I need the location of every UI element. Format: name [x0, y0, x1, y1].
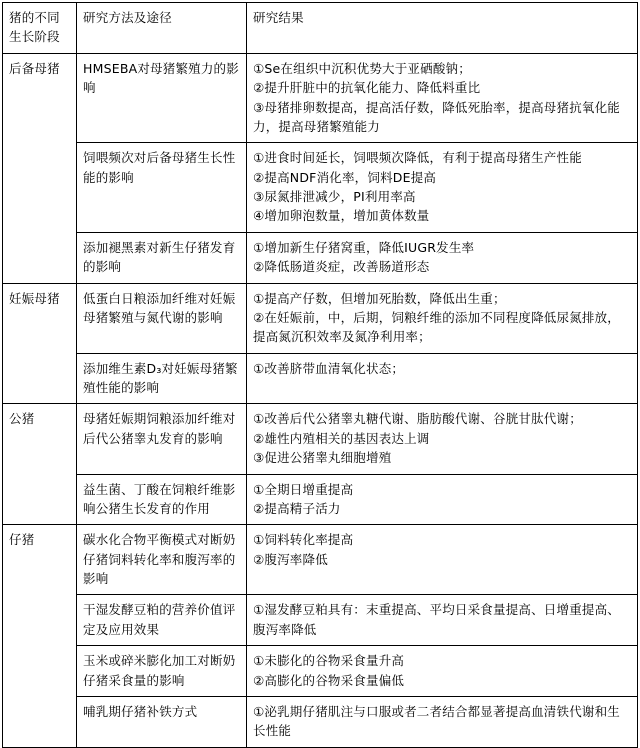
table-row: [3, 143, 638, 233]
stage-cell: 妊娠母猪: [3, 283, 77, 404]
result-cell: [247, 283, 638, 353]
research-summary-table: [2, 2, 638, 748]
result-cell: [247, 525, 638, 595]
column-header-stage: 猪的不同生长阶段: [3, 3, 77, 54]
result-cell: [247, 404, 638, 474]
table-row: [3, 353, 638, 404]
result-line: ②在妊娠前，中，后期，饲粮纤维的添加不同程度降低尿氮排放，提高氮沉积效率及氮净利用率；: [253, 309, 621, 345]
stage-cell: 仔猪: [3, 525, 77, 747]
table-row: [3, 53, 638, 143]
result-line: ①饲料转化率提高: [253, 532, 354, 548]
result-cell: [247, 353, 638, 404]
method-cell: 益生菌、丁酸在饲粮纤维影响公猪生长发育的作用: [77, 474, 247, 525]
result-line: ①进食时间延长，饲喂频次降低，有利于提高母猪生产性能: [253, 150, 582, 166]
table-row: [3, 232, 638, 283]
result-line: ①全期日增重提高: [253, 481, 354, 497]
result-line: ②提高NDF消化率，饲料DE提高: [253, 169, 437, 185]
table-row: [3, 404, 638, 474]
method-cell: HMSEBA对母猪繁殖力的影响: [77, 53, 247, 143]
result-line: ③母猪排卵数提高，提高活仔数，降低死胎率，提高母猪抗氧化能力，提高母猪繁殖能力: [253, 99, 621, 134]
result-line: ②雄性内殖相关的基因表达上调: [253, 430, 430, 446]
result-line: ①湿发酵豆粕具有：末重提高、平均日采食量提高、日增重提高、腹泻率降低: [253, 602, 621, 637]
method-cell: 添加褪黑素对新生仔猪发育的影响: [77, 232, 247, 283]
result-line: ①Se在组织中沉积优势大于亚硒酸钠；: [253, 60, 471, 76]
table-row: [3, 696, 638, 747]
table-row: [3, 283, 638, 353]
result-line: ②高膨化的谷物采食量偏低: [253, 672, 405, 688]
method-cell: 饲喂频次对后备母猪生长性能的影响: [77, 143, 247, 233]
table-row: [3, 525, 638, 595]
table-row: [3, 646, 638, 697]
result-line: ①改善脐带血清氧化状态；: [253, 360, 405, 376]
table-row: [3, 595, 638, 646]
result-line: ①提高产仔数，但增加死胎数，降低出生重；: [253, 290, 506, 306]
result-line: ②提升肝脏中的抗氧化能力、降低料重比: [253, 80, 481, 96]
method-cell: 玉米或碎米膨化加工对断奶仔猪采食量的影响: [77, 646, 247, 697]
table-row: [3, 474, 638, 525]
method-cell: 碳水化合物平衡模式对断奶仔猪饲料转化率和腹泻率的影响: [77, 525, 247, 595]
result-line: ②腹泻率降低: [253, 551, 328, 567]
result-cell: [247, 232, 638, 283]
result-cell: [247, 595, 638, 646]
result-line: ③促进公猪睾丸细胞增殖: [253, 450, 392, 466]
result-cell: [247, 53, 638, 143]
method-cell: 干湿发酵豆粕的营养价值评定及应用效果: [77, 595, 247, 646]
result-line: ②降低肠道炎症，改善肠道形态: [253, 259, 430, 275]
result-line: ①改善后代公猪睾丸糖代谢、脂肪酸代谢、谷胱甘肽代谢；: [253, 411, 582, 427]
column-header-result: 研究结果: [247, 3, 638, 54]
result-line: ④增加卵泡数量，增加黄体数量: [253, 208, 430, 224]
result-line: ①增加新生仔猪窝重，降低IUGR发生率: [253, 239, 475, 255]
result-cell: [247, 646, 638, 697]
method-cell: 低蛋白日粮添加纤维对妊娠母猪繁殖与氮代谢的影响: [77, 283, 247, 353]
method-cell: 母猪妊娠期饲粮添加纤维对后代公猪睾丸发育的影响: [77, 404, 247, 474]
result-line: ②提高精子活力: [253, 500, 341, 516]
method-cell: 添加维生素D₃对妊娠母猪繁殖性能的影响: [77, 353, 247, 404]
result-cell: [247, 696, 638, 747]
result-cell: [247, 474, 638, 525]
stage-cell: 后备母猪: [3, 53, 77, 283]
result-cell: [247, 143, 638, 233]
result-line: ①未膨化的谷物采食量升高: [253, 653, 405, 669]
method-cell: 哺乳期仔猪补铁方式: [77, 696, 247, 747]
stage-cell: 公猪: [3, 404, 77, 525]
result-line: ③尿氮排泄减少，PI利用率高: [253, 189, 416, 204]
table-header-row: [3, 3, 638, 54]
column-header-method: 研究方法及途径: [77, 3, 247, 54]
result-line: ①泌乳期仔猪肌注与口服或者二者结合都显著提高血清铁代谢和生长性能: [253, 703, 621, 739]
